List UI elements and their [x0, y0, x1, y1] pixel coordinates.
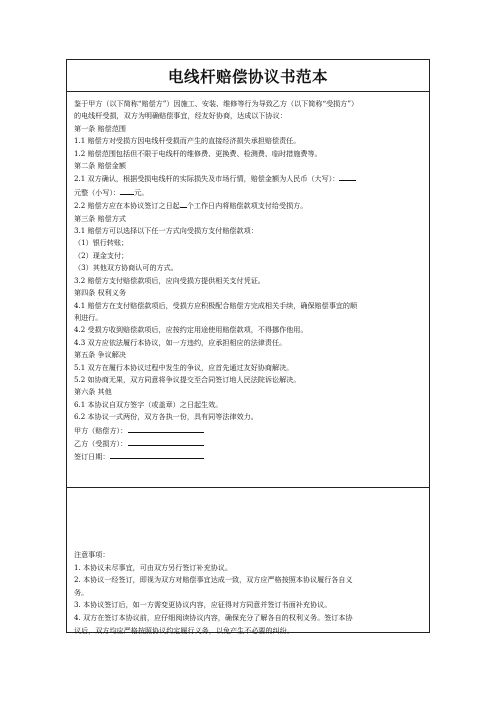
- clause-heading: 第六条 其他: [74, 387, 112, 397]
- amount-text: 2.1 双方确认，根据受损电线杆的实际损失及市场行情，赔偿金额为人民币（大写）：: [74, 174, 340, 184]
- notes-title: 注意事项：: [74, 550, 110, 559]
- agreement-table: [66, 59, 430, 633]
- note-item: 议后，双方均应严格按照协议约定履行义务，以免产生不必要的纠纷。: [74, 625, 294, 635]
- clause-heading: 第三条 赔偿方式: [74, 213, 126, 223]
- clause-heading: 第一条 赔偿范围: [74, 123, 126, 133]
- note-item: 务。: [74, 587, 89, 597]
- body-line: 3.1 赔偿方可以选择以下任一方式向受损方支付赔偿款项：: [74, 226, 258, 236]
- workdays-blank[interactable]: [180, 199, 187, 208]
- body-line: 3.2 赔偿方支付赔偿款项后，应向受损方提供相关支付凭证。: [74, 275, 265, 285]
- deadline-text: 2.2 赔偿方应在本协议签订之日起: [74, 201, 180, 211]
- title-row: [67, 60, 429, 92]
- party-b-label: 乙方（受损方）：: [74, 438, 128, 448]
- amount-line: [74, 172, 422, 185]
- body-line: 1.2 赔偿范围包括但不限于电线杆的维修费、更换费、检测费、临时措施费等。: [74, 148, 322, 158]
- body-line: （2）现金支付；: [74, 250, 129, 260]
- body-line: 4.2 受损方收到赔偿款项后，应按约定用途使用赔偿款项，不得挪作他用。: [74, 325, 308, 335]
- sign-date-label: 签订日期：: [74, 452, 110, 462]
- body-line: 鉴于甲方（以下简称“赔偿方”）因施工、安装、维修等行为导致乙方（以下简称“受损方”）: [74, 99, 359, 108]
- party-b-signature-blank[interactable]: [128, 437, 204, 446]
- party-b-signature-line: [74, 437, 422, 450]
- body-line: 利进行。: [74, 312, 103, 322]
- body-line: 4.1 赔偿方在支付赔偿款项后，受损方应积极配合赔偿方完成相关手续，确保赔偿事宜的顺: [74, 300, 358, 310]
- body-line: 6.2 本协议一式两份，双方各执一份，具有同等法律效力。: [74, 412, 258, 422]
- body-line: 6.1 本协议自双方签字（或盖章）之日起生效。: [74, 399, 223, 409]
- body-line: 4.3 双方应依法履行本协议，如一方违约，应承担相应的法律责任。: [74, 337, 287, 347]
- body-line: （1）银行转账；: [74, 238, 129, 248]
- sign-date-blank[interactable]: [110, 450, 204, 459]
- body-line: 的电线杆受损，双方为明确赔偿事宜，经友好协商，达成以下协议：: [74, 111, 287, 121]
- clause-heading: 第四条 权利义务: [74, 288, 126, 298]
- party-a-signature-line: [74, 424, 422, 437]
- agreement-body: [67, 92, 429, 488]
- body-line: 5.1 双方在履行本协议过程中发生的争议，应首先通过友好协商解决。: [74, 362, 294, 372]
- body-line: 5.2 如协商无果，双方同意将争议提交至合同签订地人民法院诉讼解决。: [74, 374, 301, 384]
- deadline-line: [74, 199, 422, 212]
- notes-section: [67, 488, 429, 634]
- amount-line-2: [74, 186, 422, 199]
- body-line: 1.1 赔偿方对受损方因电线杆受损而产生的直接经济损失承担赔偿责任。: [74, 136, 301, 146]
- party-a-signature-blank[interactable]: [128, 424, 204, 433]
- amount-text: 元。: [134, 187, 149, 197]
- clause-heading: 第二条 赔偿金额: [74, 161, 126, 171]
- note-item: 3. 本协议签订后，如一方需变更协议内容，应征得对方同意并签订书面补充协议。: [74, 600, 332, 610]
- note-item: 2. 本协议一经签订，即视为双方对赔偿事宜达成一致，双方应严格按照本协议履行各自义: [74, 575, 353, 585]
- document-title: 电线杆赔偿协议书范本: [167, 67, 328, 86]
- amount-uppercase-blank[interactable]: [339, 172, 356, 181]
- note-item: 1. 本协议未尽事宜，可由双方另行签订补充协议。: [74, 562, 232, 572]
- sign-date-line: [74, 450, 422, 463]
- body-line: （3）其他双方协商认可的方式。: [74, 263, 178, 273]
- amount-lowercase-blank[interactable]: [120, 186, 134, 195]
- deadline-text: 个工作日内将赔偿款项支付给受损方。: [186, 201, 308, 211]
- party-a-label: 甲方（赔偿方）：: [74, 425, 128, 435]
- clause-heading: 第五条 争议解决: [74, 350, 126, 360]
- amount-text: 元整（小写）：: [74, 187, 121, 197]
- note-item: 4. 双方在签订本协议前，应仔细阅读协议内容，确保充分了解各自的权利义务。签订本协: [74, 612, 353, 622]
